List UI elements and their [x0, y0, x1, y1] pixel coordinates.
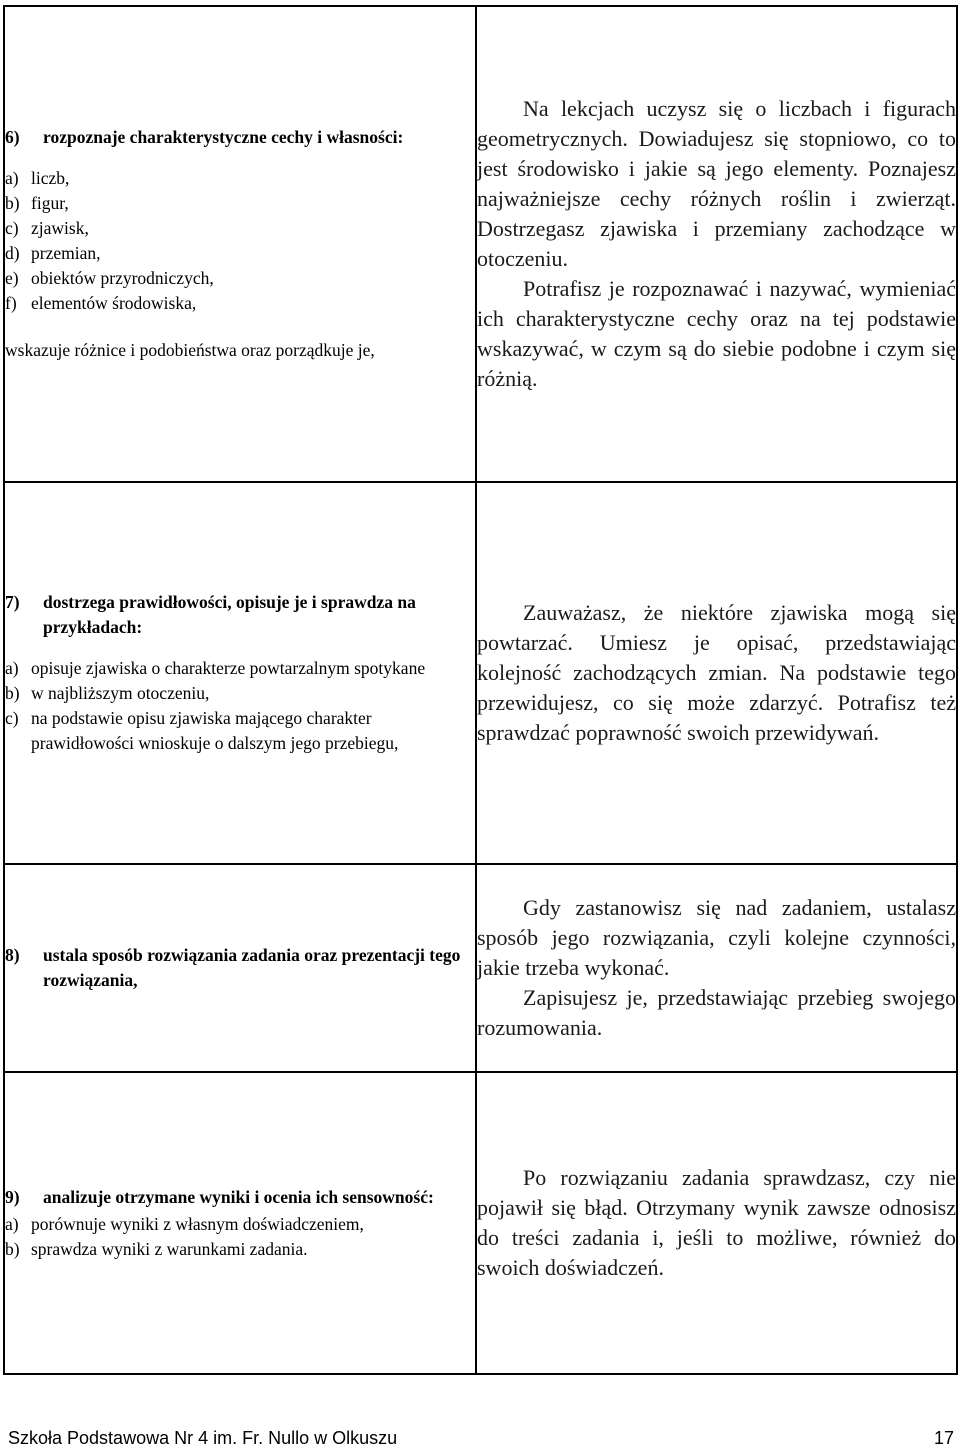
list-text: figur,: [31, 193, 69, 213]
description-paragraph: Zauważasz, że niektóre zjawiska mogą się powtarzać. Umiesz je opisać, przedstawiając kolejność zachodzących zmian. Na podstawie tego przewidujesz, co się może zdarzyć. Potrafisz też sprawdzać poprawność swoich przewidywań.: [477, 600, 956, 745]
list-letter: d): [5, 243, 20, 263]
list-letter: a): [5, 658, 19, 678]
page-footer: [8, 1422, 954, 1452]
item-title: ustala sposób rozwiązania zadania oraz prezentacji tego rozwiązania,: [43, 945, 461, 990]
list-letter: e): [5, 268, 19, 288]
requirement-heading: [5, 1185, 475, 1210]
table-row: [4, 6, 957, 482]
requirement-heading: [5, 590, 475, 640]
item-title: rozpoznaje charakterystyczne cechy i własności:: [43, 127, 404, 147]
description-paragraph: Na lekcjach uczysz się o liczbach i figurach geometrycznych. Dowiadujesz się stopniowo, co to jest środowisko i jakie są jego elementy. Poznajesz najważniejsze cechy różnych roślin i zwierząt. Dostrzegasz zjawiska i przemiany zachodzące w otoczeniu.: [477, 96, 956, 271]
list-text: przemian,: [31, 243, 101, 263]
footer-school-name: Szkoła Podstawowa Nr 4 im. Fr. Nullo w Olkuszu: [8, 1428, 398, 1448]
table-row: [4, 482, 957, 864]
list-letter: f): [5, 293, 17, 313]
requirement-cell: [4, 1072, 476, 1374]
sub-list: [5, 656, 475, 756]
list-letter: a): [5, 1213, 19, 1234]
list-text: sprawdza wyniki z warunkami zadania.: [31, 1238, 308, 1259]
requirement-heading: [5, 125, 475, 150]
item-number: 6): [5, 127, 20, 147]
description-cell: [476, 6, 957, 482]
list-text: opisuje zjawiska o charakterze powtarzalnym spotykane: [31, 658, 426, 678]
requirement-heading: [5, 943, 475, 993]
list-letter: a): [5, 168, 19, 188]
list-text: obiektów przyrodniczych,: [31, 268, 214, 288]
description-paragraph: Zapisujesz je, przedstawiając przebieg swojego rozumowania.: [477, 985, 956, 1040]
list-item: [5, 1212, 475, 1237]
table-row: [4, 1072, 957, 1374]
description-cell: [476, 482, 957, 864]
description-paragraph: Potrafisz je rozpoznawać i nazywać, wymieniać ich charakterystyczne cechy oraz na tej podstawie wskazywać, w czym są do siebie podobne i czym się różnią.: [477, 276, 956, 391]
list-item: [5, 241, 475, 266]
list-item: [5, 681, 475, 706]
sub-list: [5, 1212, 475, 1262]
list-item: [5, 166, 475, 191]
sub-list: [5, 166, 475, 316]
list-item: [5, 706, 475, 756]
list-letter: b): [5, 683, 20, 703]
description-cell: [476, 1072, 957, 1374]
description-paragraph: Gdy zastanowisz się nad zadaniem, ustalasz sposób jego rozwiązania, czyli kolejne czynności, jakie trzeba wykonać.: [477, 895, 956, 980]
list-item: [5, 191, 475, 216]
description-cell: [476, 864, 957, 1072]
list-letter: b): [5, 1238, 20, 1259]
list-text: liczb,: [31, 168, 70, 188]
list-text: w najbliższym otoczeniu,: [31, 683, 210, 703]
item-title: analizuje otrzymane wyniki i ocenia ich sensowność:: [43, 1186, 434, 1207]
list-item: [5, 1237, 475, 1262]
list-item: [5, 266, 475, 291]
description-paragraph: Po rozwiązaniu zadania sprawdzasz, czy nie pojawił się błąd. Otrzymany wynik zawsze odnosisz do treści zadania i, jeśli to możliwe, również do swoich doświadczeń.: [477, 1165, 956, 1280]
requirement-cell: [4, 6, 476, 482]
page-number: 17: [933, 1428, 954, 1448]
list-text: porównuje wyniki z własnym doświadczeniem,: [31, 1213, 364, 1234]
list-item: [5, 656, 475, 681]
list-text: zjawisk,: [31, 218, 89, 238]
list-letter: c): [5, 218, 19, 238]
list-text: elementów środowiska,: [31, 293, 197, 313]
trailing-text: wskazuje różnice i podobieństwa oraz porządkuje je,: [5, 340, 375, 360]
requirement-cell: [4, 482, 476, 864]
item-title: dostrzega prawidłowości, opisuje je i sprawdza na przykładach:: [43, 592, 416, 637]
list-text: na podstawie opisu zjawiska mającego charakter prawidłowości wnioskuje o dalszym jego przebiegu,: [31, 708, 399, 753]
list-letter: c): [5, 708, 19, 728]
item-number: 7): [5, 592, 20, 612]
list-letter: b): [5, 193, 20, 213]
requirements-table: [3, 5, 958, 1375]
item-number: 9): [5, 1186, 20, 1207]
table-row: [4, 864, 957, 1072]
requirement-cell: [4, 864, 476, 1072]
item-number: 8): [5, 945, 20, 965]
list-item: [5, 291, 475, 316]
list-item: [5, 216, 475, 241]
